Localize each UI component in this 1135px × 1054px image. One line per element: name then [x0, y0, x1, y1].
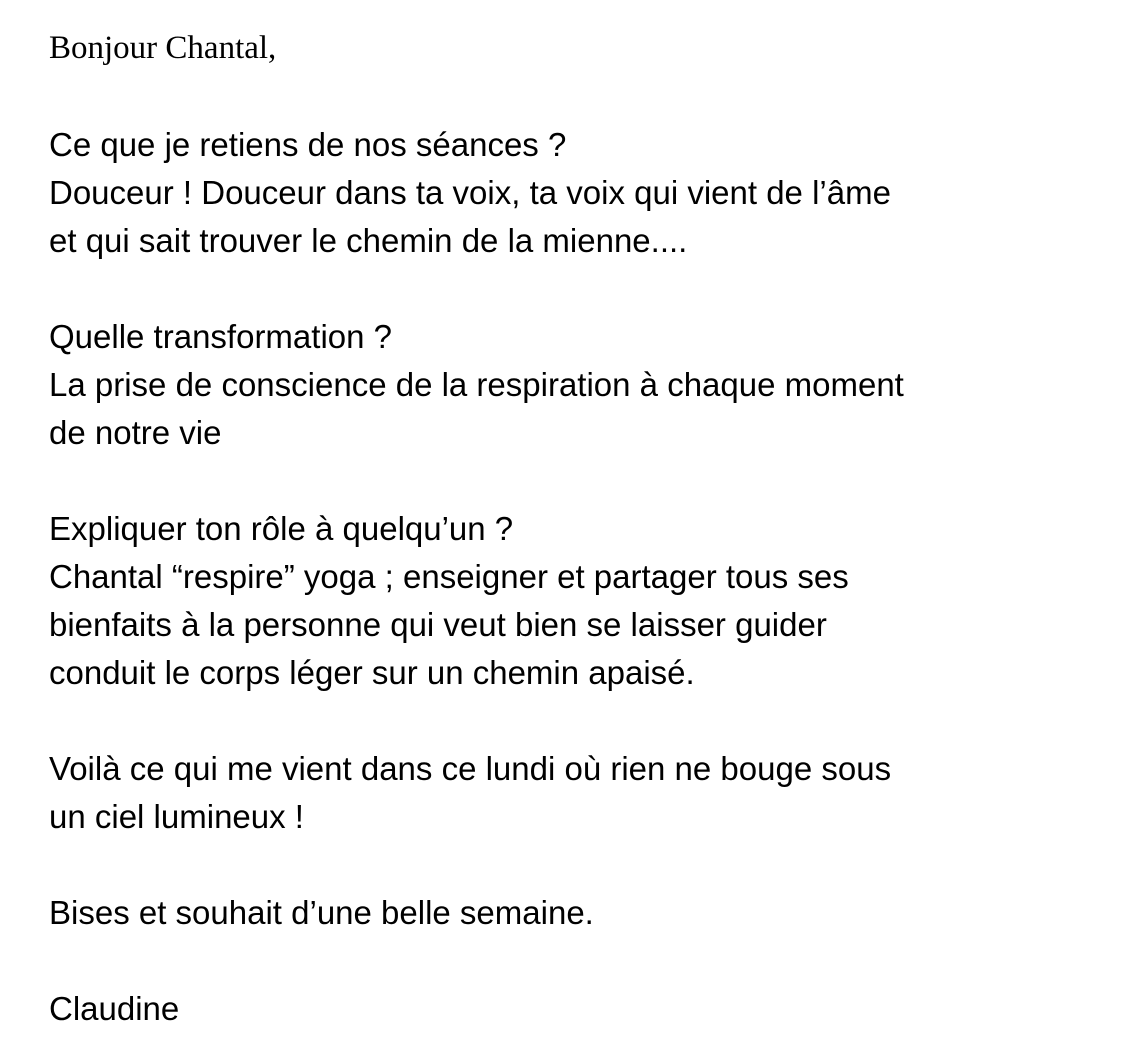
question-seances: Ce que je retiens de nos séances ? [49, 126, 567, 163]
answer-transformation-line-2: de notre vie [49, 414, 222, 451]
answer-role-line-1: Chantal “respire” yoga ; enseigner et partager tous ses [49, 558, 849, 595]
question-transformation: Quelle transformation ? [49, 318, 393, 355]
answer-seances-line-1: Douceur ! Douceur dans ta voix, ta voix qui vient de l’âme [49, 174, 891, 211]
answer-role-line-2: bienfaits à la personne qui veut bien se laisser guider [49, 606, 827, 643]
paragraph-gap [49, 457, 1119, 505]
letter-signature: Claudine [49, 990, 180, 1027]
letter-greeting: Bonjour Chantal, [49, 30, 277, 66]
question-role: Expliquer ton rôle à quelqu’un ? [49, 510, 514, 547]
answer-role-line-3: conduit le corps léger sur un chemin apaisé. [49, 654, 695, 691]
paragraph-gap [49, 265, 1119, 313]
letter-body [49, 121, 1119, 1033]
monday-paragraph-line-2: un ciel lumineux ! [49, 798, 304, 835]
paragraph-gap [49, 841, 1119, 889]
monday-paragraph-line-1: Voilà ce qui me vient dans ce lundi où rien ne bouge sous [49, 750, 892, 787]
paragraph-gap [49, 937, 1119, 985]
letter-closing: Bises et souhait d’une belle semaine. [49, 894, 594, 931]
answer-transformation-line-1: La prise de conscience de la respiration à chaque moment [49, 366, 904, 403]
paragraph-gap [49, 697, 1119, 745]
answer-seances-line-2: et qui sait trouver le chemin de la mienne.... [49, 222, 688, 259]
